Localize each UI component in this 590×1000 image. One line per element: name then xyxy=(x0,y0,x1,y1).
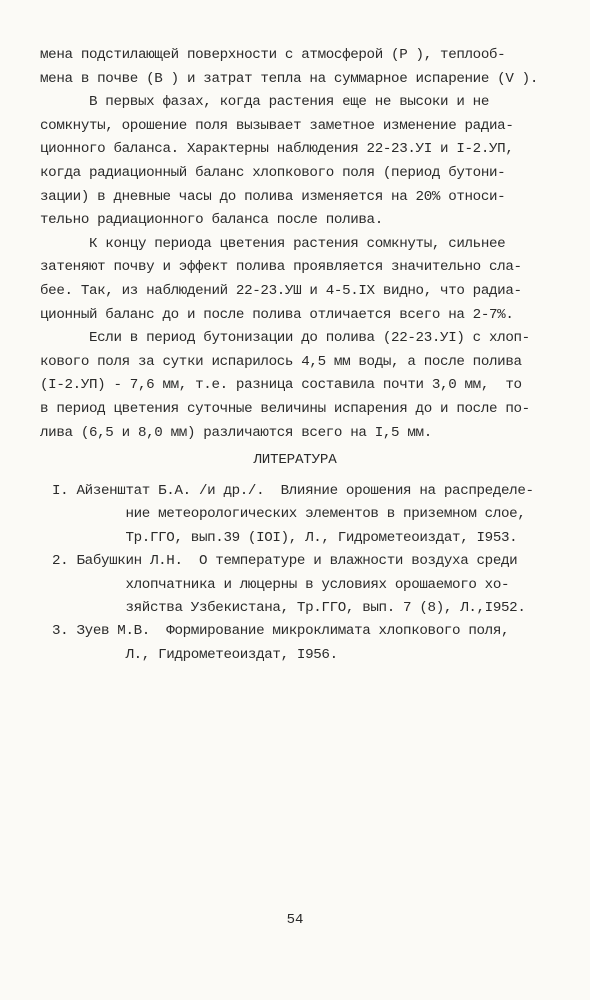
body-line: кового поля за сутки испарилось 4,5 мм воды, а после полива xyxy=(40,353,522,370)
reference-line: хлопчатника и люцерны в условиях орошаемого хо- xyxy=(52,576,510,593)
body-line: ционный баланс до и после полива отличается всего на 2-7%. xyxy=(40,306,514,323)
body-text xyxy=(40,44,580,445)
body-line: в период цветения суточные величины испарения до и после по- xyxy=(40,400,530,417)
reference-line: Л., Гидрометеоиздат, I956. xyxy=(52,646,338,663)
references-list xyxy=(52,480,580,667)
body-line: К концу периода цветения растения сомкнуты, сильнее xyxy=(40,235,506,252)
body-line: зации) в дневные часы до полива изменяется на 20% относи- xyxy=(40,188,506,205)
body-line: сомкнуты, орошение поля вызывает заметное изменение радиа- xyxy=(40,117,514,134)
body-line: тельно радиационного баланса после полива. xyxy=(40,212,383,229)
body-line: ционного баланса. Характерны наблюдения 22-23.УI и I-2.УП, xyxy=(40,141,514,158)
body-line: затеняют почву и эффект полива проявляется значительно сла- xyxy=(40,259,522,276)
body-line: когда радиационный баланс хлопкового поля (период бутони- xyxy=(40,164,506,181)
reference-line: 2. Бабушкин Л.Н. О температуре и влажности воздуха среди xyxy=(52,553,518,570)
references-heading: ЛИТЕРАТУРА xyxy=(253,452,337,468)
body-line: мена подстилающей поверхности с атмосферой (Р ), теплооб- xyxy=(40,47,506,63)
body-line: бее. Так, из наблюдений 22-23.УШ и 4-5.IX видно, что радиа- xyxy=(40,282,522,299)
reference-line: ние метеорологических элементов в приземном слое, xyxy=(52,506,526,523)
reference-line: 3. Зуев М.В. Формирование микроклимата хлопкового поля, xyxy=(52,623,510,640)
body-line: Если в период бутонизации до полива (22-23.УI) с хлоп- xyxy=(40,330,530,347)
reference-line: I. Айзенштат Б.А. /и др./. Влияние орошения на распределе- xyxy=(52,483,534,499)
body-line: мена в почве (В ) и затрат тепла на суммарное испарение (V ). xyxy=(40,70,538,87)
reference-line: зяйства Узбекистана, Тр.ГГО, вып. 7 (8), Л.,I952. xyxy=(52,599,526,616)
body-line: В первых фазах, когда растения еще не высоки и не xyxy=(40,94,490,111)
body-line: лива (6,5 и 8,0 мм) различаются всего на I,5 мм. xyxy=(40,424,432,441)
body-line: (I-2.УП) - 7,6 мм, т.е. разница составила почти 3,0 мм, то xyxy=(40,377,522,394)
page-number: 54 xyxy=(286,912,304,928)
reference-line: Тр.ГГО, вып.39 (IOI), Л., Гидрометеоиздат, I953. xyxy=(52,529,518,546)
